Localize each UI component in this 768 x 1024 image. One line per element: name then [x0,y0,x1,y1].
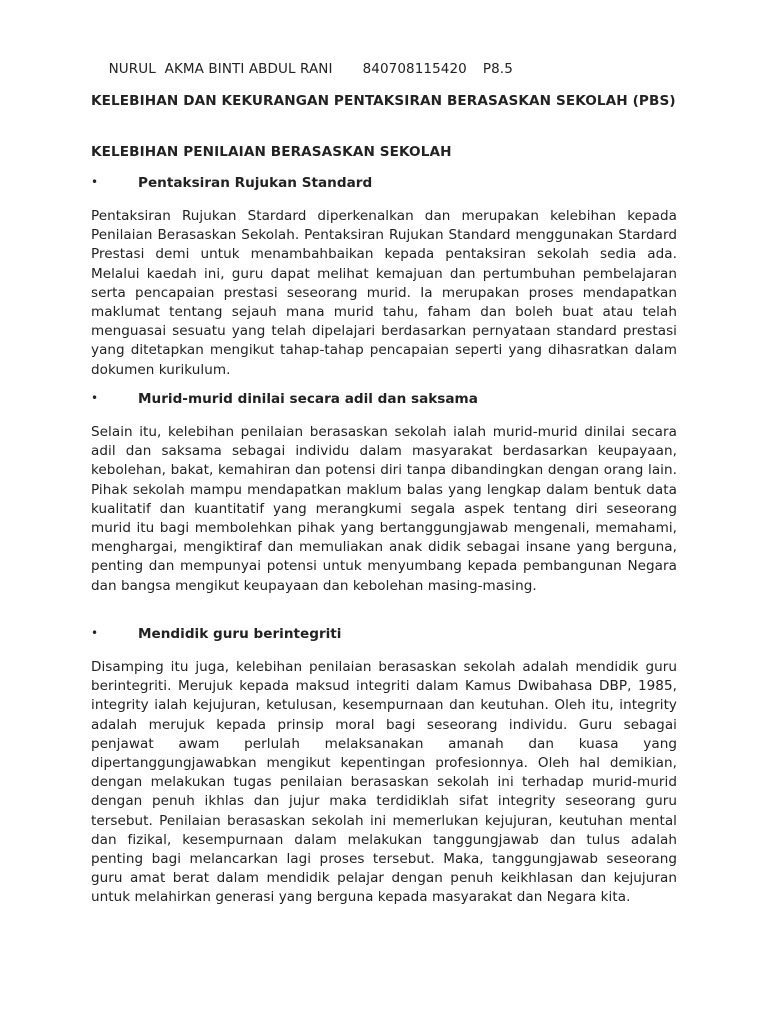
bullet-icon: • [91,391,99,405]
student-id: 840708115420 [362,61,467,77]
header-line [91,45,513,93]
class-code: P8.5 [482,61,513,77]
paragraph-2: Selain itu, kelebihan penilaian berasaskan sekolah ialah murid-murid dinilai secara adil dan saksama sebagai individu dalam masyarakat berdasarkan keupayaan, kebolehan, bakat, kemahiran dan potensi diri tanpa dibandingkan dengan orang lain. Pihak sekolah mampu mendapatkan maklum balas yang lengkap dalam bentuk data kualitatif dan kuantitatif yang merangkumi segala aspek tentang diri seseorang murid itu bagi membolehkan pihak yang bertanggungjawab mengenali, memahami, menghargai, mengiktiraf dan memuliakan anak didik sebagai insane yang berguna, penting dan mempunyai potensi untuk menyumbang kepada pembangunan Negara dan bangsa mengikut keupayaan dan kebolehan masing-masing. [91,424,677,594]
paragraph-3: Disamping itu juga, kelebihan penilaian berasaskan sekolah adalah mendidik guru berintegriti. Merujuk kepada maksud integriti dalam Kamus Dwibahasa DBP, 1985, integrity ialah kejujuran, ketulusan, kesempurnaan dan keutuhan. Oleh itu, integrity adalah merujuk kepada prinsip moral bagi seseorang individu. Guru sebagai penjawat awam perlulah melaksanakan amanah dan kuasa yang dipertanggungjawabkan mengikut kepentingan profesionnya. Oleh hal demikian, dengan melakukan tugas penilaian berasaskan sekolah ini terhadap murid-murid dengan penuh ikhlas dan jujur maka terdidiklah sifat integrity seseorang guru tersebut. Penilaian berasaskan sekolah ini memerlukan kejujuran, keutuhan mental dan fizikal, kesempurnaan dalam melakukan tanggungjawab dan tulus adalah penting bagi melancarkan lagi proses tersebut. Maka, tanggungjawab seseorang guru amat berat dalam mendidik pelajar dengan penuh keikhlasan dan kejujuran untuk melahirkan generasi yang berguna kepada masyarakat dan Negara kita. [91,659,677,906]
section-title: KELEBIHAN PENILAIAN BERASASKAN SEKOLAH [91,144,452,160]
student-name: NURUL AKMA BINTI ABDUL RANI [108,61,333,77]
bullet-heading-text: Pentaksiran Rujukan Standard [138,175,373,191]
bullet-heading-text: Murid-murid dinilai secara adil dan saksama [138,391,478,407]
paragraph-1: Pentaksiran Rujukan Stardard diperkenalkan dan merupakan kelebihan kepada Penilaian Berasaskan Sekolah. Pentaksiran Rujukan Standard menggunakan Stardard Prestasi demi untuk menambahbaikan kepada pentaksiran sekolah sedia ada. Melalui kaedah ini, guru dapat melihat kemajuan dan pertumbuhan pembelajaran serta pencapaian prestasi seseorang murid. Ia merupakan proses mendapatkan maklumat tentang sejauh mana murid tahu, faham dan boleh buat atau telah menguasai sesuatu yang telah dipelajari berdasarkan pernyataan standard prestasi yang ditetapkan mengikut tahap-tahap pencapaian seperti yang dihasratkan dalam dokumen kurikulum. [91,208,677,378]
bullet-icon: • [91,626,99,640]
bullet-heading-text: Mendidik guru berintegriti [138,626,342,642]
document-title: KELEBIHAN DAN KEKURANGAN PENTAKSIRAN BERASASKAN SEKOLAH (PBS) [91,93,676,109]
bullet-icon: • [91,175,99,189]
